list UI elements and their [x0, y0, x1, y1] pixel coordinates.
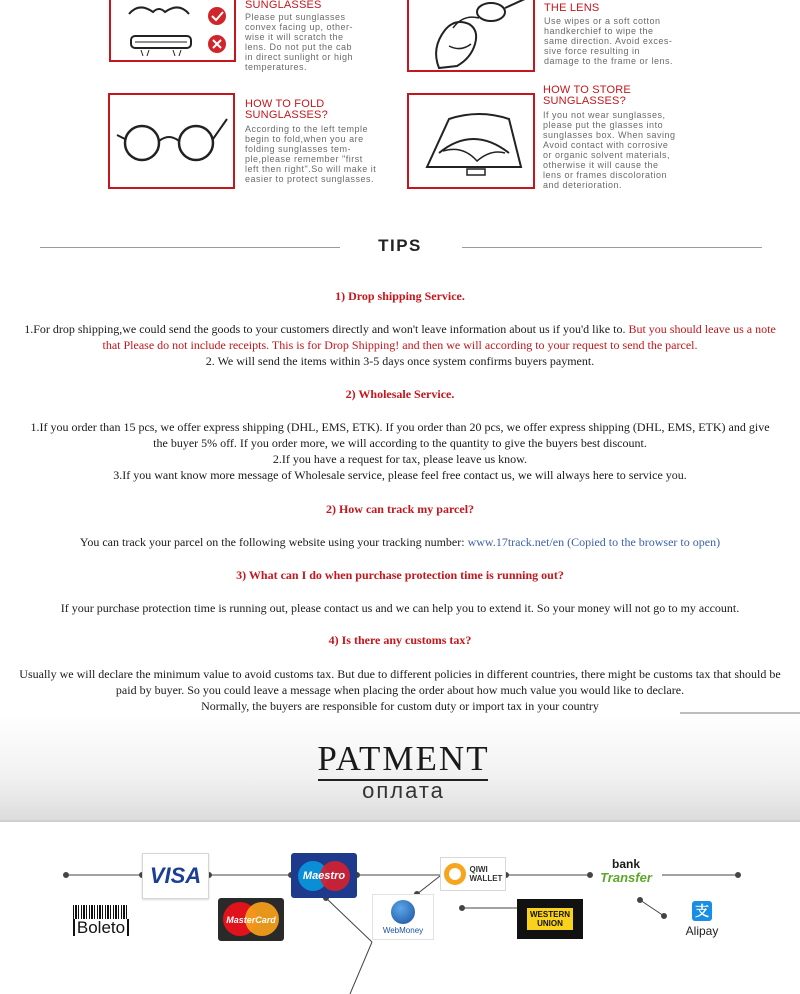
placement-illustration [109, 0, 236, 62]
storage-title: HOW TO STORE SUNGLASSES? [543, 84, 631, 107]
customs-line1: Usually we will declare the minimum value to avoid customs tax. But due to different policies in different countries, there might be customs tax that should be [19, 667, 781, 681]
webmoney-logo-text: WebMoney [382, 925, 424, 935]
wholesale-heading: 2) Wholesale Service. [345, 387, 455, 401]
bank-logo-text: bank [611, 857, 640, 871]
placement-body: Please put sunglasses convex facing up, other- wise it will scratch the lens. Do not put the cab in direct sunlight or high temperatures. [245, 12, 354, 72]
placement-title: SUNGLASSES [245, 0, 322, 11]
tracking-link[interactable]: www.17track.net/en (Copied to the browser to open) [467, 535, 721, 549]
storage-body: If you not wear sunglasses, please put the glasses into sunglasses box. When saving Avoid contact with corrosive or organic solvent materials, otherwise it will cause the lens or frames discoloration and deterioration. [543, 110, 676, 190]
customs-line3: Normally, the buyers are responsible for custom duty or import tax in your country [201, 699, 599, 713]
care-section [0, 0, 800, 200]
boleto-logo [68, 903, 134, 937]
cleaning-title: THE LENS [544, 2, 600, 14]
payment-title-russian: оплата [362, 778, 445, 803]
maestro-logo-text: Maestro [302, 869, 346, 882]
drop-shipping-note: But you should leave us a note [625, 322, 776, 336]
boleto-logo-text: Boleto [73, 919, 129, 936]
folding-title: HOW TO FOLD SUNGLASSES? [245, 98, 328, 121]
alipay-icon: 支 [692, 901, 712, 921]
mastercard-logo [218, 898, 284, 941]
cleaning-illustration [407, 0, 535, 72]
visa-logo [142, 853, 209, 899]
protection-text: If your purchase protection time is running out, please contact us and we can help you to extend it. So your money will not go to my account. [60, 601, 740, 615]
drop-shipping-line2: that Please do not include receipts. This is for Drop Shipping! and then we will according to your request to send the parcel. [102, 338, 698, 352]
alipay-logo-text: Alipay [685, 923, 719, 938]
wholesale-line4: 3.If you want know more message of Wholesale service, please feel free contact us, we will always here to service you. [113, 468, 687, 482]
storage-illustration [407, 93, 535, 189]
qiwi-icon [444, 863, 466, 885]
barcode-icon [73, 905, 129, 919]
wholesale-line1: 1.If you order than 15 pcs, we offer express shipping (DHL, EMS, ETK). If you order than 20 pcs, we offer express shipping (DHL, EMS, ETK) and give [30, 420, 770, 434]
western-union-logo [517, 899, 583, 939]
webmoney-logo [372, 894, 434, 940]
protection-heading: 3) What can I do when purchase protection time is running out? [236, 568, 564, 582]
tips-title: TIPS [378, 236, 422, 255]
qiwi-logo-text: QIWI WALLET [469, 865, 503, 883]
transfer-logo-text: Transfer [600, 870, 652, 885]
drop-shipping-line3: 2. We will send the items within 3-5 days once system confirms buyers payment. [205, 354, 595, 368]
wholesale-line3: 2.If you have a request for tax, please leave us know. [272, 452, 528, 466]
payment-methods [0, 822, 800, 994]
payment-title: PATMENT [317, 739, 490, 778]
maestro-logo [291, 853, 357, 898]
tracking-heading: 2) How can track my parcel? [325, 502, 475, 516]
western-union-logo-text: WESTERN UNION [527, 908, 573, 930]
customs-heading: 4) Is there any customs tax? [328, 633, 472, 647]
drop-shipping-text [0, 321, 800, 369]
folding-body: According to the left temple begin to fold,when you are folding sunglasses tem- ple,please remember "first left then right".So will make it easier to protect sunglasses. [245, 124, 377, 184]
tracking-line: You can track your parcel on the following website using your tracking number: [79, 535, 468, 549]
qiwi-wallet-logo [440, 857, 506, 891]
drop-shipping-line1: 1.For drop shipping,we could send the goods to your customers directly and won't leave information about us if you'd like to. [24, 322, 626, 336]
tips-end-rule [680, 712, 800, 714]
mastercard-logo-text: MasterCard [226, 914, 276, 925]
cleaning-body: Use wipes or a soft cotton handkerchief to wipe the same direction. Avoid exces- sive force resulting in damage to the frame or lens. [544, 16, 674, 66]
bank-transfer-logo [590, 855, 662, 887]
customs-line2: paid by buyer. So you could leave a message when placing the order about how much value you would like to declare. [115, 683, 685, 697]
wholesale-line2: the buyer 5% off. If you order more, we will according to the quantity to give the buyers best discount. [153, 436, 647, 450]
alipay-logo [680, 898, 724, 940]
globe-icon [391, 900, 415, 924]
wholesale-text [0, 419, 800, 483]
folding-illustration [108, 93, 235, 189]
visa-logo-text: VISA [149, 863, 202, 888]
customs-text [0, 666, 800, 714]
tracking-text [0, 534, 800, 550]
drop-shipping-heading: 1) Drop shipping Service. [335, 289, 465, 303]
